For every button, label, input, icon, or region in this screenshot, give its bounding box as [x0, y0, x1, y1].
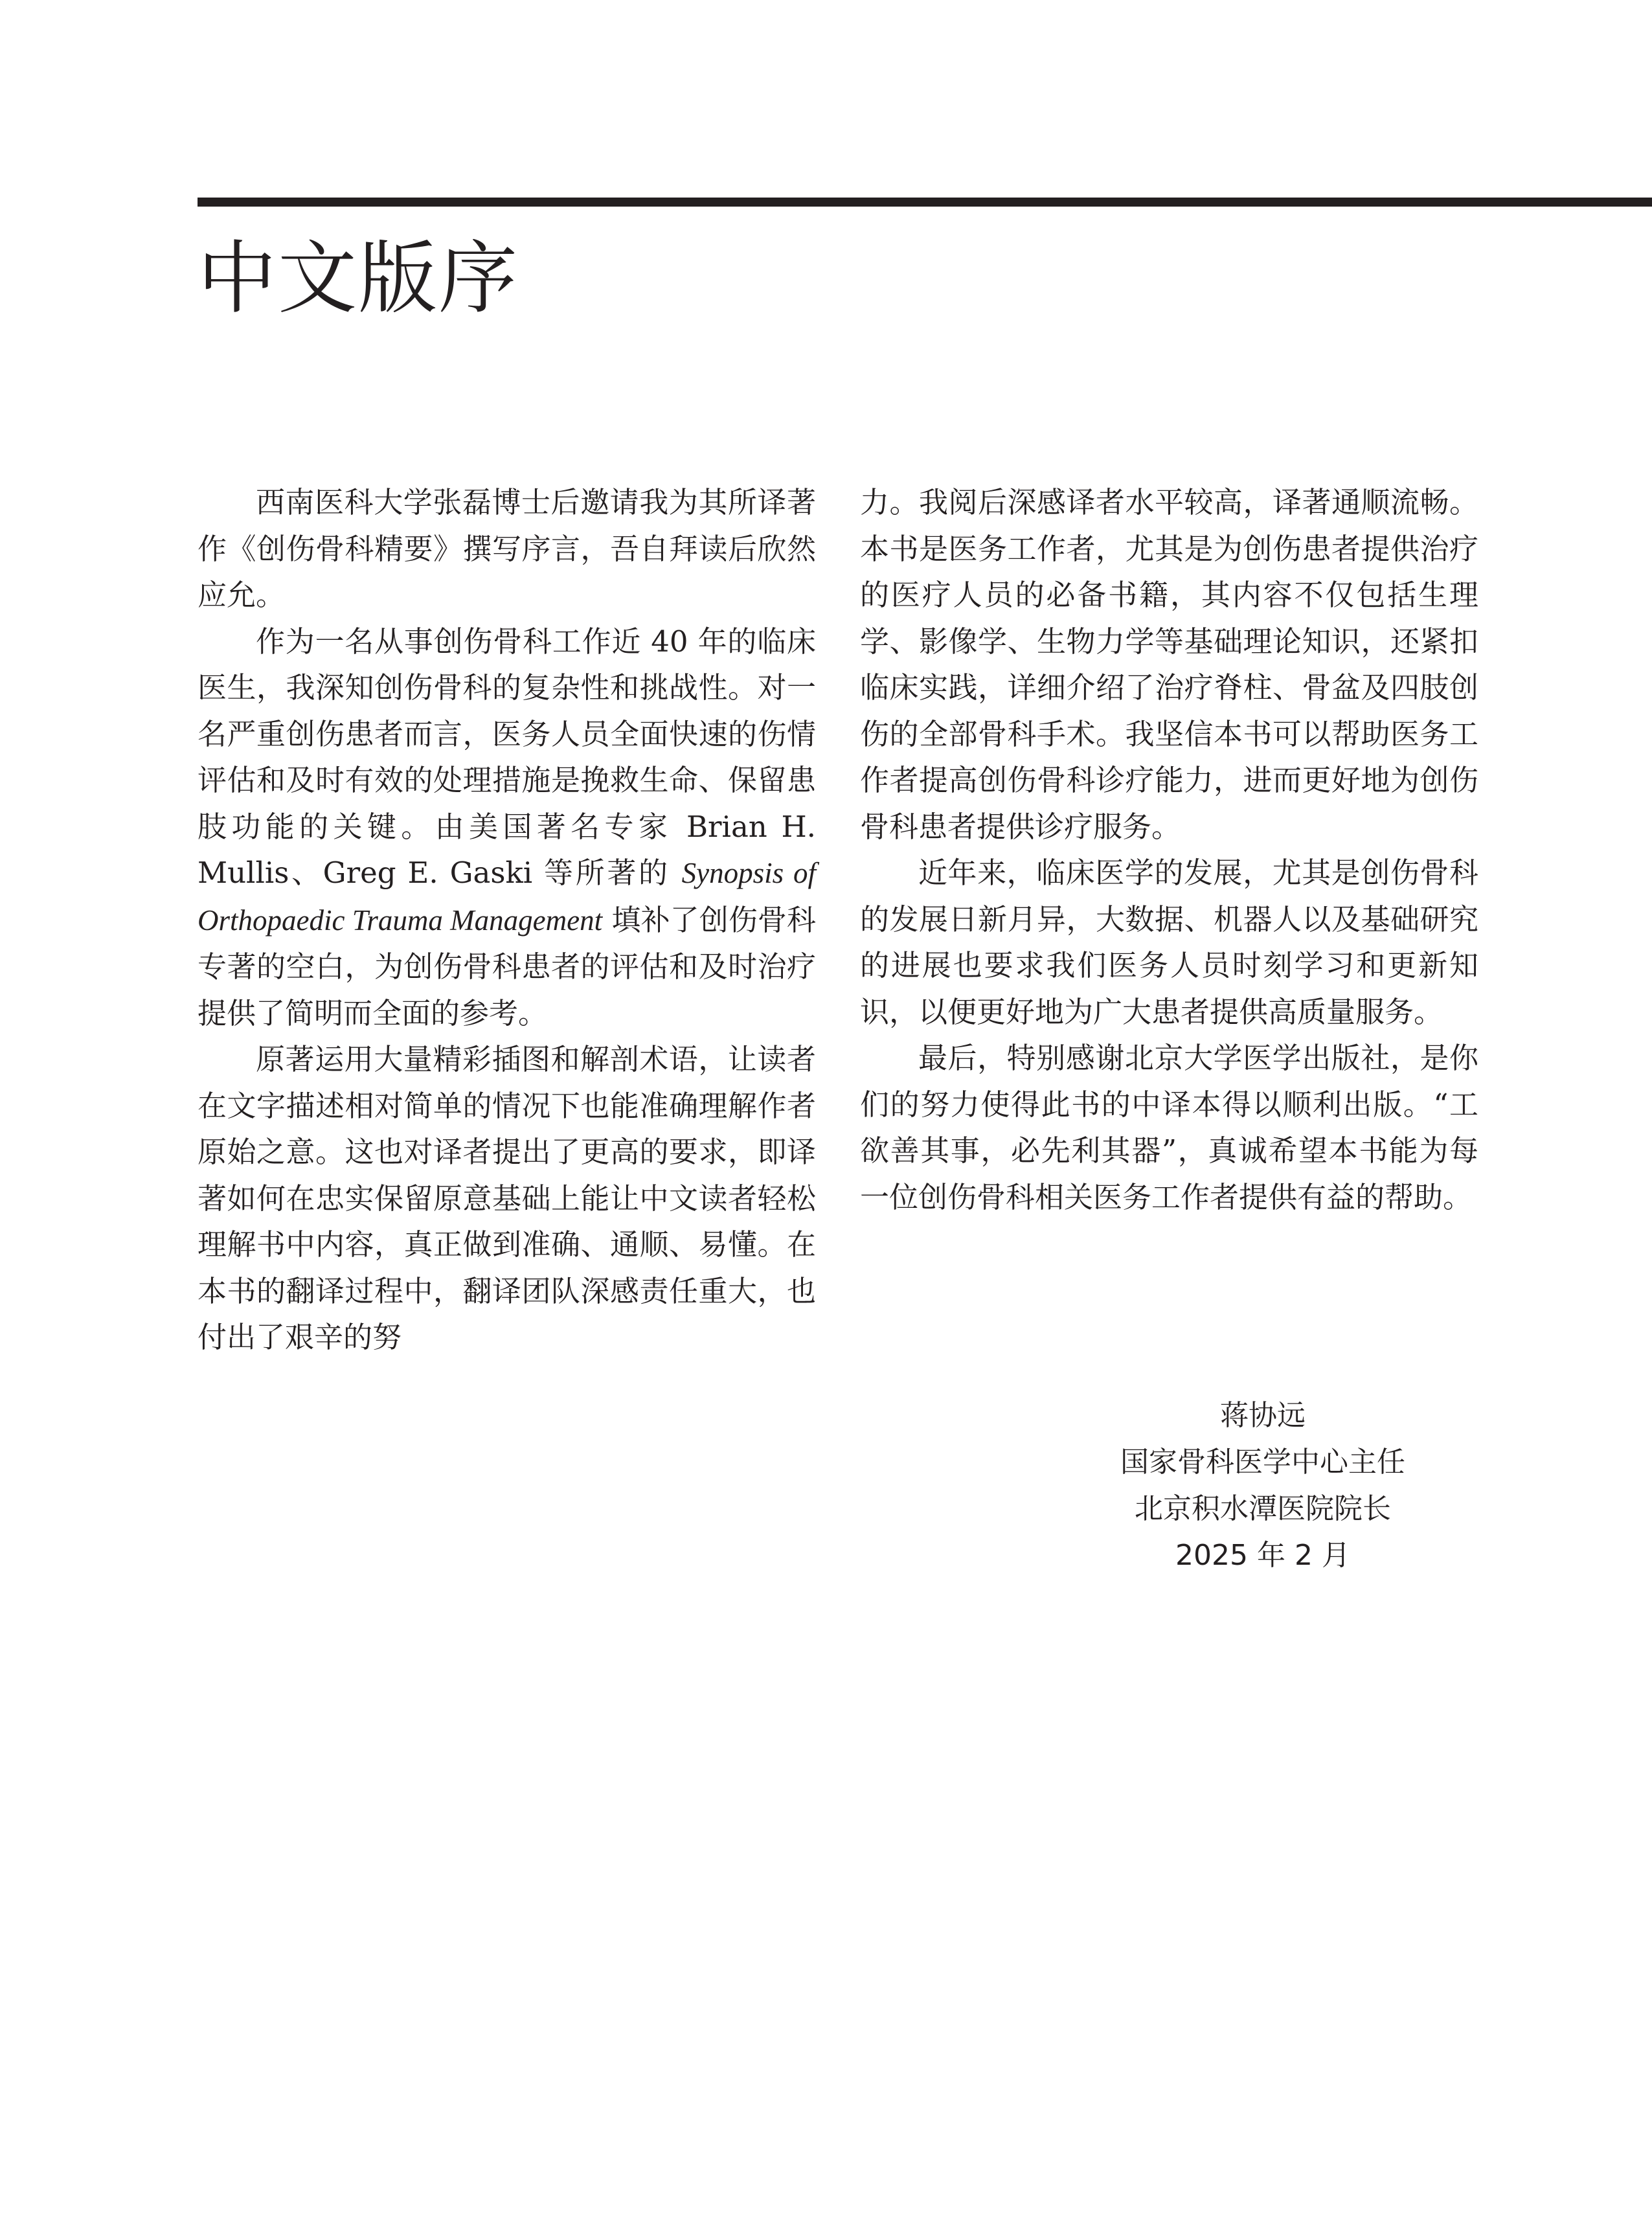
paragraph-3-continued: 力。我阅后深感译者水平较高，译著通顺流畅。本书是医务工作者，尤其是为创伤患者提供治疗的医疗人员的必备书籍，其内容不仅包括生理学、影像学、生物力学等基础理论知识，还紧扣临床实践，详细介绍了治疗脊柱、骨盆及四肢创伤的全部骨科手术。我坚信本书可以帮助医务工作者提高创伤骨科诊疗能力，进而更好地为创伤骨科患者提供诊疗服务。	[860, 485, 1478, 844]
paragraph-2-text-a: 作为一名从事创伤骨科工作近 40 年的临床医生，我深知创伤骨科的复杂性和挑战性。对一名严重创伤患者而言，医务人员全面快速的伤情评估和及时有效的处理措施是挽救生命、保留患肢功能的关键。由美国著名专家 Brian H. Mullis、Greg E. Gaski 等所著的	[198, 624, 816, 890]
book-title-english: Synopsis of Orthopaedic Trauma Management	[198, 857, 816, 937]
right-column	[860, 479, 1478, 1220]
paragraph-2-text-b: 填补了创伤骨科专著的空白，为创伤骨科患者的评估和及时治疗提供了简明而全面的参考。	[198, 902, 817, 1030]
signature-title-1: 国家骨科医学中心主任	[1120, 1446, 1405, 1479]
signature-title-2: 北京积水潭医院院长	[1135, 1492, 1391, 1525]
left-column	[198, 479, 816, 1361]
paragraph-1: 西南医科大学张磊博士后邀请我为其所译著作《创伤骨科精要》撰写序言，吾自拜读后欣然应允。	[198, 485, 816, 612]
paragraph-3: 原著运用大量精彩插图和解剖术语，让读者在文字描述相对简单的情况下也能准确理解作者原始之意。这也对译者提出了更高的要求，即译著如何在忠实保留原意基础上能让中文读者轻松理解书中内容，真正做到准确、通顺、易懂。在本书的翻译过程中，翻译团队深感责任重大，也付出了艰辛的努	[198, 1042, 816, 1354]
signature-name: 蒋协远	[1220, 1399, 1306, 1432]
paragraph-2	[198, 619, 816, 1037]
signature-block	[1036, 1392, 1489, 1579]
title-rule	[198, 198, 1652, 207]
page-title: 中文版序	[198, 233, 519, 324]
signature-date: 2025 年 2 月	[1175, 1539, 1350, 1572]
paragraph-4: 近年来，临床医学的发展，尤其是创伤骨科的发展日新月异，大数据、机器人以及基础研究的进展也要求我们医务人员时刻学习和更新知识，以便更好地为广大患者提供高质量服务。	[860, 856, 1478, 1029]
paragraph-5: 最后，特别感谢北京大学医学出版社，是你们的努力使得此书的中译本得以顺利出版。“工欲善其事，必先利其器”，真诚希望本书能为每一位创伤骨科相关医务工作者提供有益的帮助。	[860, 1041, 1478, 1214]
